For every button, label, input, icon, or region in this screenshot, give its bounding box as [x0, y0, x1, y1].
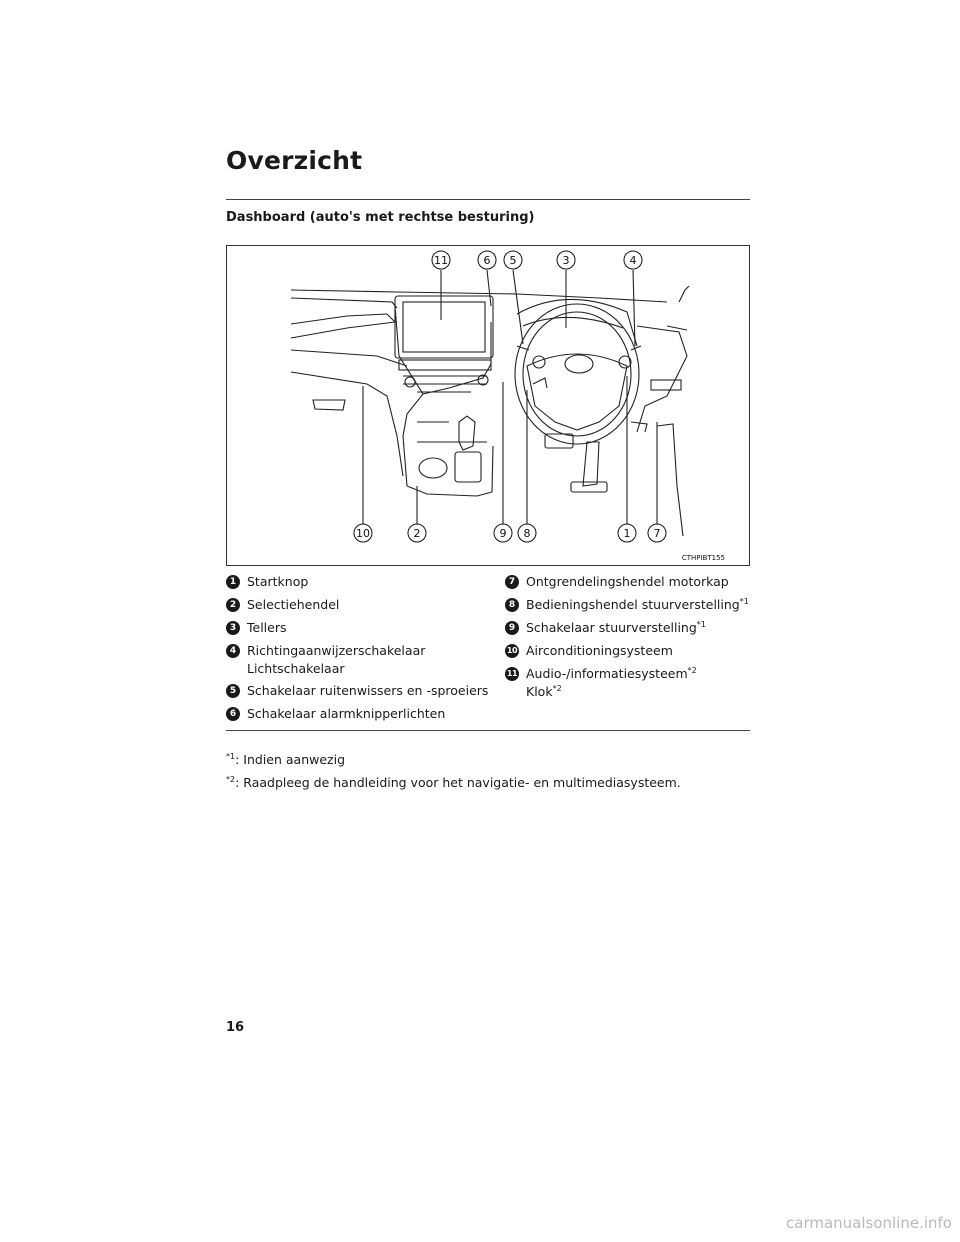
display-outer: [395, 296, 493, 358]
legend-label: Richtingaanwijzerschakelaar: [247, 643, 426, 658]
callout-11-label: 11: [434, 254, 448, 267]
legend-item-3: [226, 620, 496, 636]
callout-4: [624, 251, 642, 269]
callout-5-label: 5: [509, 254, 517, 267]
climate-knob-left: [405, 377, 415, 387]
cup-holder: [419, 458, 447, 478]
dash-left-lower: [291, 350, 407, 366]
callout-9: [494, 524, 512, 542]
legend-label: Schakelaar ruitenwissers en -sproeiers: [247, 683, 489, 699]
page-number: 16: [226, 1020, 245, 1035]
watermark: carmanualsonline.info: [786, 1214, 952, 1232]
callout-8-label: 8: [523, 527, 531, 540]
legend-item-1: [226, 574, 496, 590]
steering-wheel-outer: [515, 304, 639, 444]
footnote-2: [226, 775, 681, 790]
wheel-button-right: [619, 356, 631, 368]
console-left: [395, 306, 423, 486]
legend-label: Schakelaar stuurverstelling: [526, 620, 697, 635]
callout-10: [354, 524, 372, 542]
legend-number: 7: [505, 575, 519, 589]
legend-number: 3: [226, 621, 240, 635]
legend-right: [505, 574, 755, 706]
legend-number: 4: [226, 644, 240, 658]
footnote-marker: *2: [552, 683, 562, 693]
legend-item-6: [226, 706, 496, 722]
legend-number: 9: [505, 621, 519, 635]
dash-left-panel: [291, 372, 403, 476]
legend-number: 1: [226, 575, 240, 589]
figure-code: CTHPIBT155: [681, 554, 725, 562]
legend-item-4: [226, 643, 496, 676]
legend-divider: [226, 730, 750, 731]
legend-label: Ontgrendelingshendel motorkap: [526, 574, 729, 589]
legend-label: Selectiehendel: [247, 597, 340, 612]
callout-11: [432, 251, 450, 269]
legend-item-8: [505, 597, 755, 613]
legend-number: 10: [505, 644, 519, 658]
legend-label-secondary: Lichtschakelaar: [247, 660, 345, 676]
legend-item-9: [505, 620, 755, 636]
adjust-lever: [533, 378, 547, 388]
callout-7: [648, 524, 666, 542]
callout-7-label: 7: [653, 527, 661, 540]
gear-lever: [459, 416, 475, 450]
footnote-text: : Indien aanwezig: [235, 752, 346, 767]
legend-item-11: [505, 666, 755, 699]
footnote-mark: *2: [226, 774, 236, 784]
dashboard-illustration: [226, 245, 750, 566]
legend-number: 5: [226, 684, 240, 698]
callout-4-label: 4: [629, 254, 637, 267]
callout-6: [478, 251, 496, 269]
dash-left-contour: [291, 314, 395, 338]
legend-label: Startknop: [247, 574, 309, 589]
callout-2-label: 2: [413, 527, 421, 540]
callout-8: [518, 524, 536, 542]
legend-number: 11: [505, 667, 519, 681]
door-edge: [657, 424, 683, 536]
footrest: [571, 482, 607, 492]
callout-9-label: 9: [499, 527, 507, 540]
right-vent: [651, 380, 681, 390]
callout-2: [408, 524, 426, 542]
legend-label: Airconditioningsysteem: [526, 643, 673, 658]
legend-number: 8: [505, 598, 519, 612]
callout-1-label: 1: [623, 527, 631, 540]
leader-5: [513, 270, 523, 344]
legend-label: Audio-/informatiesysteem: [526, 666, 688, 681]
callout-5: [504, 251, 522, 269]
footnote-marker: *1: [739, 596, 749, 606]
legend-left: [226, 574, 496, 729]
callout-3-label: 3: [562, 254, 570, 267]
legend-item-7: [505, 574, 755, 590]
footnote-1: [226, 752, 345, 767]
legend-label: Schakelaar alarmknipperlichten: [247, 706, 446, 722]
legend-item-10: [505, 643, 755, 659]
legend-number: 2: [226, 598, 240, 612]
stalks: [517, 346, 641, 350]
left-vent: [313, 400, 345, 410]
climate-buttons: [403, 376, 487, 392]
legend-number: 6: [226, 707, 240, 721]
steering-logo: [565, 355, 593, 373]
callout-10-label: 10: [356, 527, 370, 540]
leader-6: [487, 270, 491, 306]
legend-label-secondary: Klok: [526, 683, 553, 699]
title-divider: [226, 199, 750, 200]
display-inner: [403, 302, 485, 352]
footnote-marker: *2: [687, 665, 697, 675]
section-heading: Dashboard (auto's met rechtse besturing): [226, 210, 535, 225]
legend-label: Bedieningshendel stuurverstelling: [526, 597, 740, 612]
dash-right-top: [667, 286, 689, 330]
footnote-marker: *1: [696, 619, 706, 629]
steering-wheel-inner: [523, 312, 631, 436]
callout-1: [618, 524, 636, 542]
callout-3: [557, 251, 575, 269]
gear-base: [455, 452, 481, 482]
callout-6-label: 6: [483, 254, 491, 267]
accelerator-pedal: [583, 442, 599, 486]
steering-hub: [527, 354, 627, 430]
control-strip: [399, 360, 491, 370]
dash-top-line-2: [291, 298, 397, 308]
footnote-mark: *1: [226, 751, 236, 761]
legend-item-5: [226, 683, 496, 699]
footnote-text: : Raadpleeg de handleiding voor het navigatie- en multimediasysteem.: [235, 775, 681, 790]
dashboard-drawing: [227, 246, 749, 565]
page-title: Overzicht: [226, 146, 363, 175]
legend-item-2: [226, 597, 496, 613]
legend-label: Tellers: [247, 620, 287, 635]
dash-right-panel: [637, 326, 687, 432]
console-lines: [417, 422, 487, 442]
